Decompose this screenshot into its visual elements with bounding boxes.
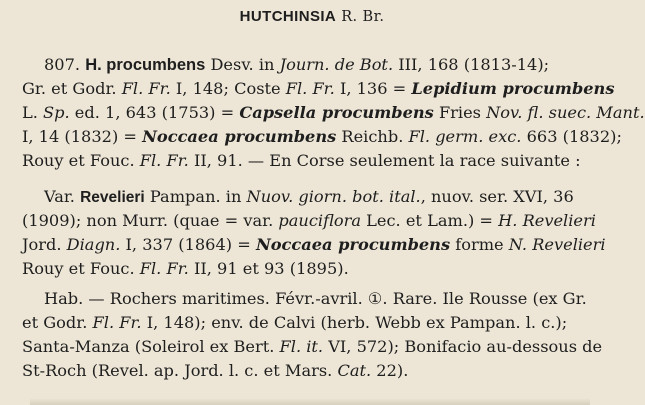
variety-line-1 xyxy=(44,186,634,209)
synonym: N. Revelieri xyxy=(508,235,606,254)
habitat-line-2 xyxy=(22,312,612,334)
entry-line-5 xyxy=(22,150,612,172)
entry-text: L. xyxy=(22,103,44,122)
habitat-text: I, 148); env. de Calvi (herb. Webb ex Pampan. l. c.); xyxy=(141,313,568,332)
reference-title: Fl. germ. exc. xyxy=(408,127,522,146)
entry-text: ed. 1, 643 (1753) = xyxy=(69,103,240,122)
entry-line-3 xyxy=(22,102,645,124)
reference-title: Diagn. xyxy=(66,235,121,254)
variety-text: Lec. et Lam.) = xyxy=(361,211,499,230)
variety-line-4 xyxy=(22,258,612,280)
reference-title: Fl. Fr. xyxy=(92,313,142,332)
habitat-text: et Godr. xyxy=(22,313,93,332)
journal-title: Journ. de Bot. xyxy=(279,55,394,74)
genus-author: R. Br. xyxy=(341,9,385,25)
habitat-text: Hab. — Rochers maritimes. Févr.-avril. ①. Rare. Ile Rousse (ex Gr. xyxy=(44,289,587,308)
entry-text: I, 14 (1832) = xyxy=(22,127,143,146)
entry-text: I, 148; Coste xyxy=(170,79,286,98)
entry-line-1 xyxy=(44,54,634,76)
synonym: H. Revelieri xyxy=(498,211,596,230)
variety-name: Revelieri xyxy=(80,189,145,206)
reference-title: Nov. fl. suec. Mant. xyxy=(486,103,645,122)
habitat-line-4 xyxy=(22,360,612,382)
entry-text: III, 168 (1813-14); xyxy=(393,55,550,74)
synonym: Noccaea procumbens xyxy=(142,127,337,146)
entry-text: I, 136 = xyxy=(334,79,412,98)
synonym: Capsella procumbens xyxy=(239,103,434,122)
entry-text: Gr. et Godr. xyxy=(22,79,122,98)
variety-text: forme xyxy=(450,235,509,254)
entry-text: Desv. in xyxy=(205,55,280,74)
entry-text: Fries xyxy=(433,103,487,122)
reference-title: Fl. Fr. xyxy=(285,79,335,98)
reference-title: Fl. Fr. xyxy=(139,151,189,170)
next-line-fragment xyxy=(30,398,590,405)
synonym: pauciflora xyxy=(278,211,362,230)
entry-line-4 xyxy=(22,126,622,148)
reference-title: Sp. xyxy=(43,103,70,122)
entry-text: II, 91. — En Corse seulement la race suivante : xyxy=(188,151,581,170)
variety-text: Var. xyxy=(44,187,81,206)
journal-title: Nuov. giorn. bot. ital. xyxy=(246,187,421,206)
habitat-text: VI, 572); Bonifacio au-dessous de xyxy=(323,337,603,356)
variety-text: , nuov. ser. XVI, 36 xyxy=(420,187,574,206)
entry-number: 807. xyxy=(44,55,81,74)
variety-text: Pampan. in xyxy=(144,187,247,206)
entry-text: Rouy et Fouc. xyxy=(22,151,140,170)
entry-text: 663 (1832); xyxy=(521,127,622,146)
reference-title: Cat. xyxy=(337,361,372,380)
genus-heading xyxy=(0,8,624,25)
habitat-line-3 xyxy=(22,336,612,358)
variety-line-3 xyxy=(22,234,612,256)
habitat-text: Santa-Manza (Soleirol ex Bert. xyxy=(22,337,280,356)
reference-title: Fl. Fr. xyxy=(139,259,189,278)
variety-line-2 xyxy=(22,210,612,232)
entry-text: Reichb. xyxy=(336,127,409,146)
variety-text: II, 91 et 93 (1895). xyxy=(188,259,349,278)
habitat-text: St-Roch (Revel. ap. Jord. l. c. et Mars. xyxy=(22,361,338,380)
variety-text: Jord. xyxy=(22,235,67,254)
reference-title: Fl. it. xyxy=(279,337,324,356)
species-name: H. procumbens xyxy=(85,56,206,74)
habitat-text: 22). xyxy=(371,361,409,380)
entry-line-2 xyxy=(22,78,615,100)
variety-text: (1909); non Murr. (quae = var. xyxy=(22,211,279,230)
synonym: Noccaea procumbens xyxy=(255,235,451,254)
synonym: Lepidium procumbens xyxy=(411,79,615,98)
variety-text: I, 337 (1864) = xyxy=(120,235,256,254)
habitat-line-1 xyxy=(44,288,634,310)
reference-title: Fl. Fr. xyxy=(121,79,171,98)
variety-text: Rouy et Fouc. xyxy=(22,259,140,278)
genus-name: HUTCHINSIA xyxy=(239,8,337,25)
